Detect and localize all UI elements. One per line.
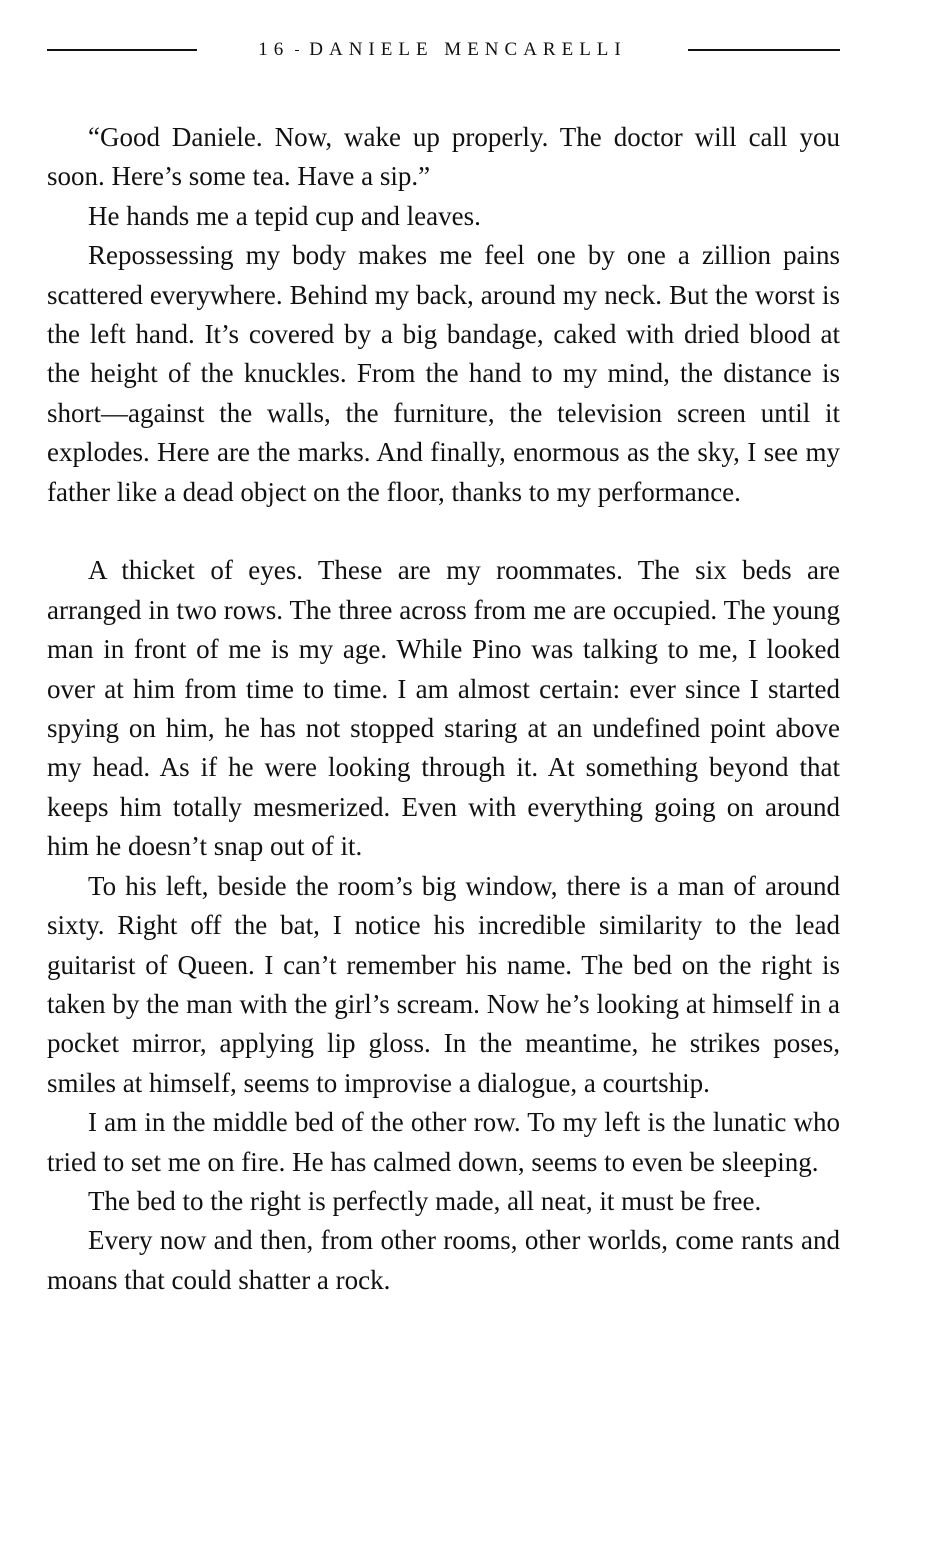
paragraph: He hands me a tepid cup and leaves. bbox=[88, 200, 481, 231]
header-separator bbox=[295, 50, 299, 51]
section-break bbox=[47, 512, 840, 551]
page-body bbox=[47, 118, 840, 1300]
author-name: DANIELE MENCARELLI bbox=[309, 39, 627, 60]
paragraph: To his left, beside the room’s big window, there is a man of around sixty. Right off the bat, I notice his incredible similarity to the lead guitarist of Queen. I can’t remember his name. The bed on the right is taken by the man with the girl’s scream. Now he’s looking at himself in a pocket mirror, applying lip gloss. In the meantime, he strikes poses, smiles at himself, seems to improvise a dialogue, a courtship. bbox=[47, 870, 840, 1098]
paragraph: Every now and then, from other rooms, other worlds, come rants and moans that could shatter a rock. bbox=[47, 1225, 840, 1295]
header-rule-left bbox=[47, 49, 197, 51]
paragraph: The bed to the right is perfectly made, all neat, it must be free. bbox=[88, 1185, 762, 1216]
paragraph: A thicket of eyes. These are my roommates. The six beds are arranged in two rows. The three across from me are occupied. The young man in front of me is my age. While Pino was talking to me, I looked over at him from time to time. I am almost certain: ever since I started spying on him, he has not stopped staring at an undefined point above my head. As if he were looking through it. At something beyond that keeps him totally mesmerized. Even with everything going on around him he doesn’t snap out of it. bbox=[47, 555, 840, 862]
header-rule-right bbox=[688, 49, 840, 51]
paragraph: “Good Daniele. Now, wake up properly. The doctor will call you soon. Here’s some tea. Have a sip.” bbox=[47, 122, 840, 192]
paragraph: Repossessing my body makes me feel one by one a zillion pains scattered everywhere. Behind my back, around my neck. But the worst is the left hand. It’s covered by a big bandage, caked with dried blood at the height of the knuckles. From the hand to my mind, the distance is short—against the walls, the furniture, the television screen until it explodes. Here are the marks. And finally, enormous as the sky, I see my father like a dead object on the floor, thanks to my performance. bbox=[47, 240, 840, 507]
paragraph: I am in the middle bed of the other row. To my left is the lunatic who tried to set me on fire. He has calmed down, seems to even be sleeping. bbox=[47, 1107, 840, 1177]
running-header bbox=[47, 38, 840, 62]
page-number: 16 bbox=[258, 39, 290, 60]
running-head bbox=[199, 38, 686, 62]
